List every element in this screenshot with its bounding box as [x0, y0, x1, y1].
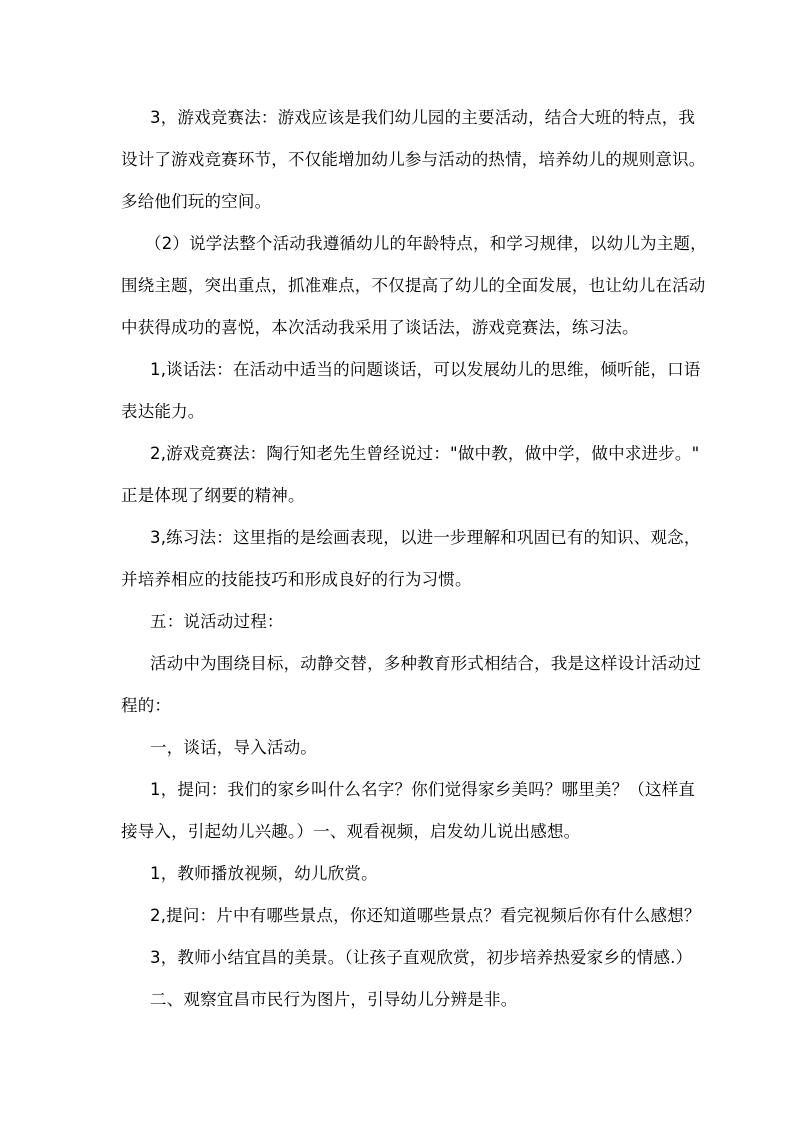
text-line: （2）说学法整个活动我遵循幼儿的年龄特点，和学习规律，以幼儿为主题， — [145, 234, 707, 253]
text-line: 设计了游戏竞赛环节，不仅能增加幼儿参与活动的热情，培养幼儿的规则意识。 — [121, 150, 706, 169]
text-line: 一，谈话，导入活动。 — [150, 738, 317, 757]
text-line: 3,练习法：这里指的是绘画表现，以进一步理解和巩固已有的知识、观念， — [150, 528, 701, 547]
text-line: 1，提问：我们的家乡叫什么名字？你们觉得家乡美吗？哪里美？（这样直 — [150, 780, 696, 799]
text-line: 程的： — [121, 696, 172, 715]
text-line: 3，游戏竞赛法：游戏应该是我们幼儿园的主要活动，结合大班的特点，我 — [150, 108, 696, 127]
text-line: 2,游戏竞赛法：陶行知老先生曾经说过："做中教，做中学，做中求进步。" — [150, 444, 700, 463]
text-line: 并培养相应的技能技巧和形成良好的行为习惯。 — [121, 570, 472, 589]
text-line: 接导入，引起幼儿兴趣。）一、观看视频，启发幼儿说出感想。 — [121, 822, 581, 841]
text-line: 围绕主题，突出重点，抓准难点，不仅提高了幼儿的全面发展，也让幼儿在活动 — [121, 276, 706, 295]
text-line: 正是体现了纲要的精神。 — [121, 486, 305, 505]
text-line: 表达能力。 — [121, 402, 205, 421]
text-line: 二、观察宜昌市民行为图片，引导幼儿分辨是非。 — [150, 990, 518, 1009]
text-line: 多给他们玩的空间。 — [121, 192, 272, 211]
text-line: 2,提问：片中有哪些景点，你还知道哪些景点？看完视频后你有什么感想？ — [150, 906, 701, 925]
section-heading: 五：说活动过程： — [150, 612, 284, 631]
text-line: 中获得成功的喜悦，本次活动我采用了谈话法，游戏竞赛法，练习法。 — [121, 318, 639, 337]
text-line: 1,谈话法：在活动中适当的问题谈话，可以发展幼儿的思维，倾听能，口语 — [150, 360, 701, 379]
text-line: 活动中为围绕目标，动静交替，多种教育形式相结合，我是这样设计活动过 — [150, 654, 702, 673]
text-line: 1，教师播放视频，幼儿欣赏。 — [150, 864, 378, 883]
text-line: 3，教师小结宜昌的美景。（让孩子直观欣赏，初步培养热爱家乡的情感.） — [150, 948, 693, 967]
